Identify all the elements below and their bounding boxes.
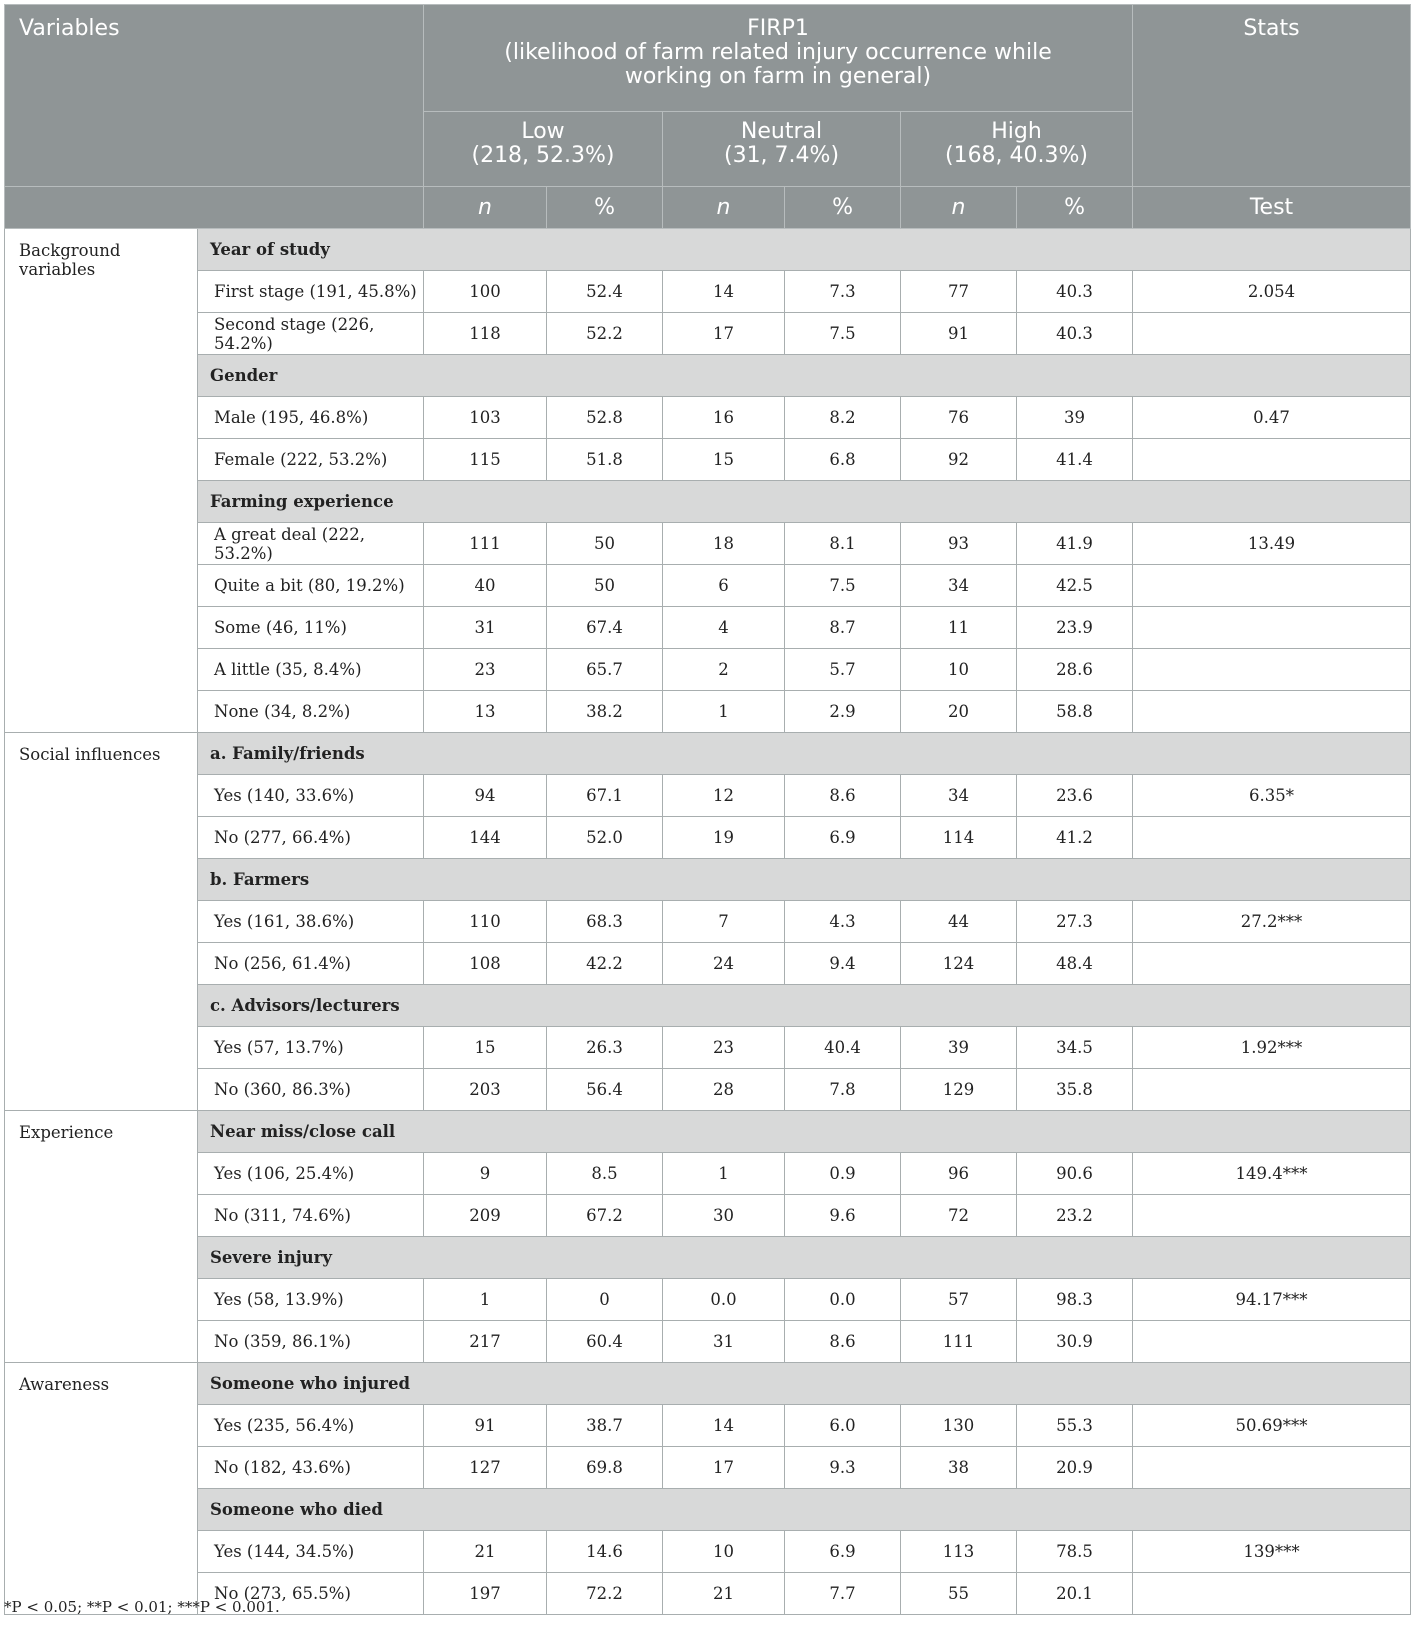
table-row [5, 271, 1411, 313]
cell-n: 94 [424, 775, 547, 817]
cell-pct: 69.8 [547, 1447, 663, 1489]
row-label: No (182, 43.6%) [198, 1447, 424, 1489]
cell-n: 124 [901, 943, 1017, 985]
cell-n: 129 [901, 1069, 1017, 1111]
cell-pct: 27.3 [1017, 901, 1133, 943]
cell-n: 114 [901, 817, 1017, 859]
section-label: Background variables [5, 229, 198, 733]
cell-n: 4 [663, 607, 785, 649]
cell-n: 103 [424, 397, 547, 439]
cell-n: 203 [424, 1069, 547, 1111]
cell-pct: 7.5 [785, 313, 901, 355]
cell-n: 72 [901, 1195, 1017, 1237]
row-label: Yes (106, 25.4%) [198, 1153, 424, 1195]
cell-test [1133, 649, 1411, 691]
cell-n: 34 [901, 565, 1017, 607]
cell-pct: 98.3 [1017, 1279, 1133, 1321]
cell-pct: 41.4 [1017, 439, 1133, 481]
cell-pct: 2.9 [785, 691, 901, 733]
cell-pct: 8.7 [785, 607, 901, 649]
row-label: No (359, 86.1%) [198, 1321, 424, 1363]
cell-n: 14 [663, 1405, 785, 1447]
cell-test: 50.69*** [1133, 1405, 1411, 1447]
subgroup-row [5, 1111, 1411, 1153]
cell-n: 130 [901, 1405, 1017, 1447]
row-label: Female (222, 53.2%) [198, 439, 424, 481]
cell-test [1133, 565, 1411, 607]
section-label: Social influences [5, 733, 198, 1111]
subgroup-title: Someone who died [198, 1489, 1411, 1531]
cell-n: 111 [424, 523, 547, 565]
cell-n: 110 [424, 901, 547, 943]
cell-pct: 7.7 [785, 1573, 901, 1615]
cell-pct: 8.5 [547, 1153, 663, 1195]
table-row [5, 1027, 1411, 1069]
cell-pct: 42.2 [547, 943, 663, 985]
firp-subtitle: (likelihood of farm related injury occurrence while working on farm in general) [504, 40, 1052, 89]
cell-n: 55 [901, 1573, 1017, 1615]
cell-pct: 52.8 [547, 397, 663, 439]
cell-n: 12 [663, 775, 785, 817]
group-name: Low [521, 119, 565, 144]
results-table-container [4, 4, 1410, 1615]
row-label: Yes (140, 33.6%) [198, 775, 424, 817]
cell-pct: 23.9 [1017, 607, 1133, 649]
cell-pct: 6.9 [785, 1531, 901, 1573]
cell-pct: 7.3 [785, 271, 901, 313]
row-label: No (311, 74.6%) [198, 1195, 424, 1237]
cell-n: 1 [663, 691, 785, 733]
cell-n: 92 [901, 439, 1017, 481]
row-label: Yes (58, 13.9%) [198, 1279, 424, 1321]
cell-pct: 67.4 [547, 607, 663, 649]
row-label: Yes (57, 13.7%) [198, 1027, 424, 1069]
cell-test: 2.054 [1133, 271, 1411, 313]
subgroup-row [5, 481, 1411, 523]
cell-n: 30 [663, 1195, 785, 1237]
cell-n: 14 [663, 271, 785, 313]
group-count: (31, 7.4%) [723, 143, 840, 168]
test-header: Test [1133, 187, 1411, 229]
group-name: High [991, 119, 1042, 144]
row-label: Quite a bit (80, 19.2%) [198, 565, 424, 607]
cell-pct: 14.6 [547, 1531, 663, 1573]
cell-pct: 35.8 [1017, 1069, 1133, 1111]
cell-n: 23 [424, 649, 547, 691]
firp-title: FIRP1 [747, 16, 809, 41]
cell-n: 17 [663, 313, 785, 355]
cell-n: 113 [901, 1531, 1017, 1573]
cell-pct: 39 [1017, 397, 1133, 439]
table-row [5, 649, 1411, 691]
row-label: Male (195, 46.8%) [198, 397, 424, 439]
cell-n: 197 [424, 1573, 547, 1615]
cell-n: 0.0 [663, 1279, 785, 1321]
cell-test [1133, 313, 1411, 355]
cell-n: 31 [663, 1321, 785, 1363]
group-header-neutral [663, 112, 901, 187]
subgroup-title: Someone who injured [198, 1363, 1411, 1405]
col-pct-high: % [1017, 187, 1133, 229]
table-row [5, 817, 1411, 859]
cell-pct: 8.1 [785, 523, 901, 565]
row-label: Second stage (226, 54.2%) [198, 313, 424, 355]
row-label: No (273, 65.5%) [198, 1573, 424, 1615]
cell-pct: 26.3 [547, 1027, 663, 1069]
table-row [5, 439, 1411, 481]
cell-test [1133, 1195, 1411, 1237]
cell-test [1133, 1573, 1411, 1615]
cell-pct: 30.9 [1017, 1321, 1133, 1363]
cell-n: 11 [901, 607, 1017, 649]
stats-header: Stats [1133, 5, 1411, 187]
cell-test [1133, 1069, 1411, 1111]
col-pct-neutral: % [785, 187, 901, 229]
table-row [5, 1531, 1411, 1573]
subgroup-title: Year of study [198, 229, 1411, 271]
table-row [5, 1321, 1411, 1363]
cell-n: 38 [901, 1447, 1017, 1489]
cell-pct: 67.2 [547, 1195, 663, 1237]
subgroup-title: b. Farmers [198, 859, 1411, 901]
row-label: No (256, 61.4%) [198, 943, 424, 985]
cell-pct: 78.5 [1017, 1531, 1133, 1573]
subgroup-row [5, 985, 1411, 1027]
cell-test: 27.2*** [1133, 901, 1411, 943]
cell-n: 10 [901, 649, 1017, 691]
cell-pct: 38.2 [547, 691, 663, 733]
cell-n: 57 [901, 1279, 1017, 1321]
cell-pct: 8.6 [785, 1321, 901, 1363]
table-row [5, 1153, 1411, 1195]
cell-pct: 38.7 [547, 1405, 663, 1447]
cell-pct: 52.2 [547, 313, 663, 355]
variables-header-blank [5, 187, 424, 229]
table-row [5, 607, 1411, 649]
table-row [5, 313, 1411, 355]
cell-n: 77 [901, 271, 1017, 313]
subgroup-title: Farming experience [198, 481, 1411, 523]
subgroup-row [5, 229, 1411, 271]
table-row [5, 943, 1411, 985]
cell-n: 20 [901, 691, 1017, 733]
cell-pct: 7.5 [785, 565, 901, 607]
cell-n: 1 [663, 1153, 785, 1195]
cell-n: 24 [663, 943, 785, 985]
cell-n: 111 [901, 1321, 1017, 1363]
cell-n: 15 [424, 1027, 547, 1069]
cell-n: 217 [424, 1321, 547, 1363]
row-label: No (360, 86.3%) [198, 1069, 424, 1111]
table-header [5, 5, 1411, 229]
subgroup-title: Severe injury [198, 1237, 1411, 1279]
cell-test: 0.47 [1133, 397, 1411, 439]
cell-pct: 56.4 [547, 1069, 663, 1111]
cell-test: 6.35* [1133, 775, 1411, 817]
cell-n: 31 [424, 607, 547, 649]
row-label: A great deal (222, 53.2%) [198, 523, 424, 565]
cell-test: 13.49 [1133, 523, 1411, 565]
cell-pct: 51.8 [547, 439, 663, 481]
table-row [5, 523, 1411, 565]
footnote [4, 1598, 280, 1616]
subgroup-title: c. Advisors/lecturers [198, 985, 1411, 1027]
cell-pct: 40.4 [785, 1027, 901, 1069]
table-body [5, 229, 1411, 1615]
cell-test [1133, 1447, 1411, 1489]
table-row [5, 565, 1411, 607]
cell-test [1133, 817, 1411, 859]
cell-pct: 0.9 [785, 1153, 901, 1195]
col-n-neutral: n [663, 187, 785, 229]
cell-n: 34 [901, 775, 1017, 817]
cell-n: 18 [663, 523, 785, 565]
subgroup-title: Near miss/close call [198, 1111, 1411, 1153]
cell-pct: 42.5 [1017, 565, 1133, 607]
col-n-high: n [901, 187, 1017, 229]
cell-pct: 20.9 [1017, 1447, 1133, 1489]
cell-test: 149.4*** [1133, 1153, 1411, 1195]
cell-pct: 52.0 [547, 817, 663, 859]
cell-n: 100 [424, 271, 547, 313]
group-count: (218, 52.3%) [471, 143, 615, 168]
group-header-low [424, 112, 663, 187]
subgroup-row [5, 733, 1411, 775]
row-label: Yes (161, 38.6%) [198, 901, 424, 943]
cell-n: 10 [663, 1531, 785, 1573]
cell-pct: 41.9 [1017, 523, 1133, 565]
cell-pct: 68.3 [547, 901, 663, 943]
cell-test [1133, 1321, 1411, 1363]
cell-pct: 50 [547, 523, 663, 565]
cell-n: 16 [663, 397, 785, 439]
cell-n: 28 [663, 1069, 785, 1111]
col-n-low: n [424, 187, 547, 229]
cell-pct: 6.9 [785, 817, 901, 859]
cell-test [1133, 943, 1411, 985]
cell-pct: 9.3 [785, 1447, 901, 1489]
cell-pct: 52.4 [547, 271, 663, 313]
cell-n: 127 [424, 1447, 547, 1489]
subgroup-row [5, 1237, 1411, 1279]
cell-pct: 20.1 [1017, 1573, 1133, 1615]
cell-pct: 6.8 [785, 439, 901, 481]
cell-test: 1.92*** [1133, 1027, 1411, 1069]
subgroup-title: a. Family/friends [198, 733, 1411, 775]
cell-pct: 48.4 [1017, 943, 1133, 985]
cell-pct: 0 [547, 1279, 663, 1321]
cell-pct: 65.7 [547, 649, 663, 691]
cell-pct: 23.6 [1017, 775, 1133, 817]
cell-test [1133, 691, 1411, 733]
cell-pct: 6.0 [785, 1405, 901, 1447]
cell-pct: 41.2 [1017, 817, 1133, 859]
cell-n: 1 [424, 1279, 547, 1321]
group-header-high [901, 112, 1133, 187]
cell-n: 93 [901, 523, 1017, 565]
cell-pct: 55.3 [1017, 1405, 1133, 1447]
table-row [5, 1447, 1411, 1489]
section-label: Awareness [5, 1363, 198, 1615]
cell-n: 96 [901, 1153, 1017, 1195]
col-pct-low: % [547, 187, 663, 229]
row-label: Yes (144, 34.5%) [198, 1531, 424, 1573]
subgroup-row [5, 1489, 1411, 1531]
cell-pct: 67.1 [547, 775, 663, 817]
cell-pct: 72.2 [547, 1573, 663, 1615]
cell-pct: 9.4 [785, 943, 901, 985]
cell-test [1133, 607, 1411, 649]
cell-n: 91 [424, 1405, 547, 1447]
variables-header: Variables [5, 5, 424, 187]
cell-pct: 40.3 [1017, 271, 1133, 313]
table-row [5, 397, 1411, 439]
cell-pct: 40.3 [1017, 313, 1133, 355]
cell-n: 44 [901, 901, 1017, 943]
cell-n: 17 [663, 1447, 785, 1489]
cell-n: 9 [424, 1153, 547, 1195]
row-label: Some (46, 11%) [198, 607, 424, 649]
cell-pct: 8.6 [785, 775, 901, 817]
cell-n: 76 [901, 397, 1017, 439]
group-count: (168, 40.3%) [944, 143, 1089, 168]
table-row [5, 1069, 1411, 1111]
section-label: Experience [5, 1111, 198, 1363]
cell-n: 118 [424, 313, 547, 355]
cell-n: 6 [663, 565, 785, 607]
cell-pct: 0.0 [785, 1279, 901, 1321]
cell-n: 40 [424, 565, 547, 607]
subgroup-row [5, 1363, 1411, 1405]
results-table [4, 4, 1411, 1615]
cell-n: 2 [663, 649, 785, 691]
cell-test [1133, 439, 1411, 481]
subgroup-row [5, 355, 1411, 397]
cell-n: 39 [901, 1027, 1017, 1069]
cell-n: 209 [424, 1195, 547, 1237]
cell-n: 15 [663, 439, 785, 481]
table-row [5, 901, 1411, 943]
cell-n: 115 [424, 439, 547, 481]
cell-pct: 8.2 [785, 397, 901, 439]
row-label: First stage (191, 45.8%) [198, 271, 424, 313]
group-name: Neutral [740, 119, 823, 144]
row-label: None (34, 8.2%) [198, 691, 424, 733]
cell-pct: 9.6 [785, 1195, 901, 1237]
row-label: Yes (235, 56.4%) [198, 1405, 424, 1447]
table-row [5, 1279, 1411, 1321]
cell-pct: 90.6 [1017, 1153, 1133, 1195]
cell-pct: 60.4 [547, 1321, 663, 1363]
cell-test: 94.17*** [1133, 1279, 1411, 1321]
subgroup-title: Gender [198, 355, 1411, 397]
cell-pct: 5.7 [785, 649, 901, 691]
cell-n: 108 [424, 943, 547, 985]
cell-n: 13 [424, 691, 547, 733]
footnote-text: *P < 0.05; **P < 0.01; ***P < 0.001. [4, 1598, 280, 1616]
table-row [5, 775, 1411, 817]
cell-pct: 28.6 [1017, 649, 1133, 691]
row-label: No (277, 66.4%) [198, 817, 424, 859]
subgroup-row [5, 859, 1411, 901]
cell-test: 139*** [1133, 1531, 1411, 1573]
cell-pct: 23.2 [1017, 1195, 1133, 1237]
cell-n: 23 [663, 1027, 785, 1069]
cell-pct: 4.3 [785, 901, 901, 943]
cell-n: 19 [663, 817, 785, 859]
firp-header [424, 5, 1133, 112]
cell-n: 21 [424, 1531, 547, 1573]
cell-n: 21 [663, 1573, 785, 1615]
cell-n: 7 [663, 901, 785, 943]
table-row [5, 691, 1411, 733]
table-row [5, 1405, 1411, 1447]
cell-pct: 7.8 [785, 1069, 901, 1111]
cell-pct: 34.5 [1017, 1027, 1133, 1069]
row-label: A little (35, 8.4%) [198, 649, 424, 691]
cell-n: 144 [424, 817, 547, 859]
cell-pct: 58.8 [1017, 691, 1133, 733]
table-row [5, 1195, 1411, 1237]
cell-n: 91 [901, 313, 1017, 355]
cell-pct: 50 [547, 565, 663, 607]
